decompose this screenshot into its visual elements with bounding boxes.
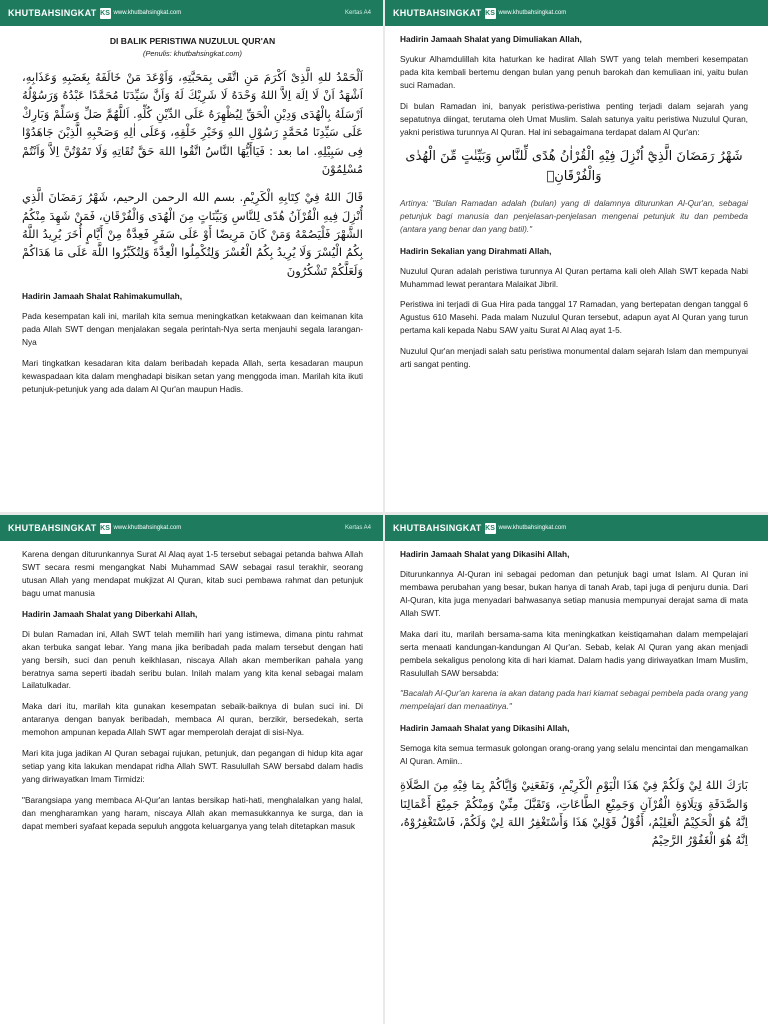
paragraph: Karena dengan diturunkannya Surat Al Alaq ayat 1-5 tersebut sebagai petanda bahwa Allah SWT secara resmi mengangkat Nabi Muhammad SAW sebagai rasul terakhir, seorang utusan Allah yang mendapat mukjizat Al Quran, kitab suci pembawa rahmat dan petunjuk bagu umat manusia	[22, 549, 363, 598]
paragraph: Peristiwa ini terjadi di Gua Hira pada tanggal 17 Ramadan, yang bertepatan dengan tanggal 6 Agustus 610 Masehi. Pada malam Nuzulul Quran tersebut, adapun ayat Al Quran yang turun pertama kali kepada Nabu SAW yaitu Surat Al Alaq ayat 1-5.	[400, 299, 748, 336]
paper-size-label: Kertas A4	[344, 10, 371, 16]
paragraph: "Barangsiapa yang membaca Al-Qur'an lantas bersikap hati-hati, menghalalkan yang halal, dan mengharamkan yang haram, niscaya Allah akan memasukkannya ke surga, dan ia dapat memberi syafaat kepada sepuluh anggota keluarganya yang telah ditetapkan masuk	[22, 795, 363, 831]
paragraph: Maka dari itu, marilah kita gunakan kesempatan sebaik-baiknya di bulan suci ini. Di antaranya dengan banyak beribadah, membaca Al quran, berzikir, bersedekah, serta memohon ampunan kepada Allah SWT agar memperolah derajat di sisi-Nya.	[22, 701, 363, 738]
paper-size-label: Kertas A4	[344, 525, 371, 531]
site-url[interactable]: www.khutbahsingkat.com	[498, 10, 567, 16]
paragraph: Di bulan Ramadan ini, Allah SWT telah memilih hari yang istimewa, dimana pintu rahmat akan terbuka sangat lebar. Yang mana jika beribadah pada malam tersebut dengan hati yang bersih, suci dan penuh keikhlasan, niscaya Allah akan memberikan pahala yang beratnya sama seperti ibadah seribu bulan. Inilah malam yang kita kenal sebagai malam Lailatulkadar.	[22, 628, 363, 691]
page-header	[385, 515, 768, 541]
page-header	[0, 0, 383, 26]
site-url[interactable]: www.khutbahsingkat.com	[498, 525, 567, 531]
arabic-verse: قَالَ اللهُ فِيْ كِتَابِهِ الْكَرِيْمِ. بسم الله الرحمن الرحيم، شَهْرُ رَمَضَانَ الَّذِي أُنْزِلَ فِيهِ الْقُرْآنُ هُدًى لِلنَّاسِ وَبَيِّنَاتٍ مِنَ الْهُدَى وَالْفُرْقَانِ، فَمَنْ شَهِدَ مِنْكُمُ الشَّهْرَ فَلْيَصُمْهُ وَمَنْ كَانَ مَرِيضًا أَوْ عَلَى سَفَرٍ فَعِدَّةٌ مِنْ أَيَّامٍ أُخَرَ يُرِيدُ اللَّهُ بِكُمُ الْيُسْرَ وَلَا يُرِيدُ بِكُمُ الْعُسْرَ وَلِتُكْمِلُوا الْعِدَّةَ وَلِتُكَبِّرُوا اللَّهَ عَلَى مَا هَدَاكُمْ وَلَعَلَّكُمْ تَشْكُرُونَ	[22, 190, 363, 278]
hadith-quote: "Bacalah Al-Qur'an karena ia akan datang pada hari kiamat sebagai pembela pada orang yang mempelajari dan menaatinya."	[400, 688, 748, 712]
document-title: DI BALIK PERISTIWA NUZULUL QUR'AN	[109, 36, 276, 46]
translation-quote: Artinya: "Bulan Ramadan adalah (bulan) yang di dalamnya diturunkan Al-Qur'an, sebagai petunjuk bagi manusia dan penjelasan-penjelasan mengenai petunjuk itu dan pembeda (antara yang benar dan yang batil)."	[400, 197, 748, 234]
page-2	[385, 0, 768, 512]
paragraph: Nuzulul Qur'an menjadi salah satu peristiwa monumental dalam sejarah Islam dan mempunyai arti sangat penting.	[400, 346, 748, 370]
section-heading: Hadirin Jamaah Shalat yang Dikasihi Allah,	[400, 549, 570, 559]
page-header	[0, 515, 383, 541]
arabic-opening: اَلْحَمْدُ للهِ الَّذِىْ اَكْرَمَ مَنِ اتَّقَى بِمَحَبَّتِهِ، وَاَوْعَدَ مَنْ خَالَفَهُ بِغَضَبِهِ وَعَذَابِهِ، اَشْهَدُ اَنْ لَا اِلَهَ اِلاَّ اللهُ وَحْدَهُ لَا شَرِيْكَ لَهُ وَاَنَّ سَيِّدَنَا مُحَمَّدًا عَبْدُهُ وَرَسُوْلُهُ اَرْسَلَهُ بِالْهُدَى وَدِيْنِ الْحَقِّ لِيُظْهِرَهُ عَلَى الدِّيْنِ كُلِّهِ. اَللَّهُمَّ صَلِّ وَسَلِّمْ وَبَارِكْ عَلَى سَيِّدِنَا مُحَمَّدٍ رَسُوْلِ اللهِ وَخَيْرِ خَلْقِهِ، وَعَلَى اٰلِهِ وَصَحْبِهِ الَّذِيْنَ جَاهَدُوْا فِى سَبِيْلِهِ. اما بعد : فَيَاأَيُّهَا النَّاسُ اتَّقُوا اللهَ حَقَّ تُقَاتِهِ وَلَا تَمُوْتُنَّ اِلاَّ وَاَنْتُمْ مُسْلِمُوْنَ	[22, 69, 363, 176]
paragraph: Mari tingkatkan kesadaran kita dalam beribadah kepada Allah, serta kesadaran maupun kewaspadaan kita dalam menghadapi bisikan setan yang menggoda iman. Marilah kita ikuti petunjuk-petunjuk yang ada dalam Al Qur'an maupun Hadis.	[22, 358, 363, 394]
section-heading: Hadirin Jamaah Shalat yang Dikasihi Allah,	[400, 723, 570, 734]
section-heading: Hadirin Jamaah Shalat yang Diberkahi Allah,	[22, 608, 198, 619]
logo-text: KHUTBAHSINGKAT	[393, 523, 482, 533]
page-1	[0, 0, 383, 512]
logo-icon: KS	[100, 9, 110, 17]
site-url[interactable]: www.khutbahsingkat.com	[113, 10, 182, 16]
logo-text: KHUTBAHSINGKAT	[8, 523, 97, 533]
section-heading: Hadirin Jamaah Shalat yang Dimuliakan Allah,	[400, 34, 582, 44]
paragraph: Maka dari itu, marilah bersama-sama kita meningkatkan keistiqamahan dalam mempelajari serta menaati kandungan-kandungan Al Qur'an. Sebab, kelak Al Quran yang akan menjadi pembela sekaligus penolong kita di hari kiamat. Dalam hadis yang diriwayatkan Imam Muslim, Rasulullah SAW bersabda:	[400, 628, 748, 678]
paragraph: Pada kesempatan kali ini, marilah kita semua meningkatkan ketakwaan dan keimanan kita pada Allah SWT dengan menjalakan segala perintah-Nya serta menjauhi segala larangan-Nya	[22, 311, 363, 348]
arabic-closing: بَارَكَ اللهُ لِيْ وَلَكُمْ فِيْ هَذَا الْيَوْمِ الْكَرِيْمِ، وَنَفَعَنِيْ وَاِيَّاكُمْ بِمَا فِيْهِ مِنَ الصَّلَاةِ وَالصَّدَقَةِ وَتِلَاوَةِ الْقُرْآنِ وَجَمِيْعِ الطَّاعَاتِ، وَتَقَبَّلَ مِنِّيْ وَمِنْكُمْ جَمِيْعَ أَعْمَالِنَا اِنَّهُ هُوَ الْحَكِيْمُ الْعَلِيْمُ، أَقُوْلُ قَوْلِيْ هَذَا وَأَسْتَغْفِرُ اللهَ لِيْ وَلَكُمْ، فَاسْتَغْفِرُوْهُ، اِنَّهُ هُوَ الْغَفُوْرُ الرَّحِيْمُ	[400, 778, 748, 848]
paragraph: Diturunkannya Al-Quran ini sebagai pedoman dan petunjuk bagi umat Islam. Al Quran ini membawa perubahan yang besar, bukan hanya di tanah Arab, tapi juga di penjuru dunia. Dari Al-Quran, kita juga menyadari bahwasanya setiap manusia mempunyai derajat sama di mata Allah SWT.	[400, 568, 748, 618]
paragraph: Syukur Alhamdulillah kita haturkan ke hadirat Allah SWT yang telah memberi kesempatan pada kita kembali bertemu dengan bulan yang penuh barokah dan kemuliaan ini, yaitu bulan suci Ramadan.	[400, 53, 748, 90]
logo-icon: KS	[485, 9, 495, 17]
paragraph: Di bulan Ramadan ini, banyak peristiwa-peristiwa penting terjadi dalam sejarah yang sepatutnya diingat, terutama oleh Umat Muslim. Salah satunya yaitu peristiwa Nuzulul Quran, yakni peristiwa turunnya Al Quran. Hal ini sebagaimana terdapat dalam Al Qur'an:	[400, 100, 748, 137]
arabic-verse: شَهْرُ رَمَضَانَ الَّذِيْٓ اُنْزِلَ فِيْهِ الْقُرْاٰنُ هُدًى لِّلنَّاسِ وَبَيِّنٰتٍ مِّنَ الْهُدٰى وَالْفُرْقَانِۚ	[405, 148, 743, 184]
author-credit: (Penulis: khutbahsingkat.com)	[142, 49, 242, 59]
page-content	[0, 541, 383, 833]
paragraph: Mari kita juga jadikan Al Quran sebagai rujukan, petunjuk, dan pegangan di hidup kita agar setiap yang kita lakukan mendapat ridha Allah SWT. Rasulullah SAW bersabd dalam hadis yang diriwayatkan Imam Tirmidzi:	[22, 748, 363, 785]
page-4	[385, 515, 768, 1024]
page-content	[385, 541, 768, 850]
logo-text: KHUTBAHSINGKAT	[393, 8, 482, 18]
page-content	[385, 26, 768, 371]
logo-icon: KS	[485, 524, 495, 532]
paragraph: Semoga kita semua termasuk golongan orang-orang yang selalu mencintai dan mengamalkan Al Quran. Amiin..	[400, 743, 748, 767]
page-header	[385, 0, 768, 26]
page-content	[0, 26, 383, 396]
paragraph: Nuzulul Quran adalah peristiwa turunnya Al Quran pertama kali oleh Allah SWT kepada Nabi Muhammad lewat perantara Malaikat Jibril.	[400, 265, 748, 289]
site-url[interactable]: www.khutbahsingkat.com	[113, 525, 182, 531]
logo-text: KHUTBAHSINGKAT	[8, 8, 97, 18]
section-heading: Hadirin Jamaah Shalat Rahimakumullah,	[22, 291, 182, 302]
logo-icon: KS	[100, 524, 110, 532]
section-heading: Hadirin Sekalian yang Dirahmati Allah,	[400, 245, 552, 256]
page-3	[0, 515, 383, 1024]
